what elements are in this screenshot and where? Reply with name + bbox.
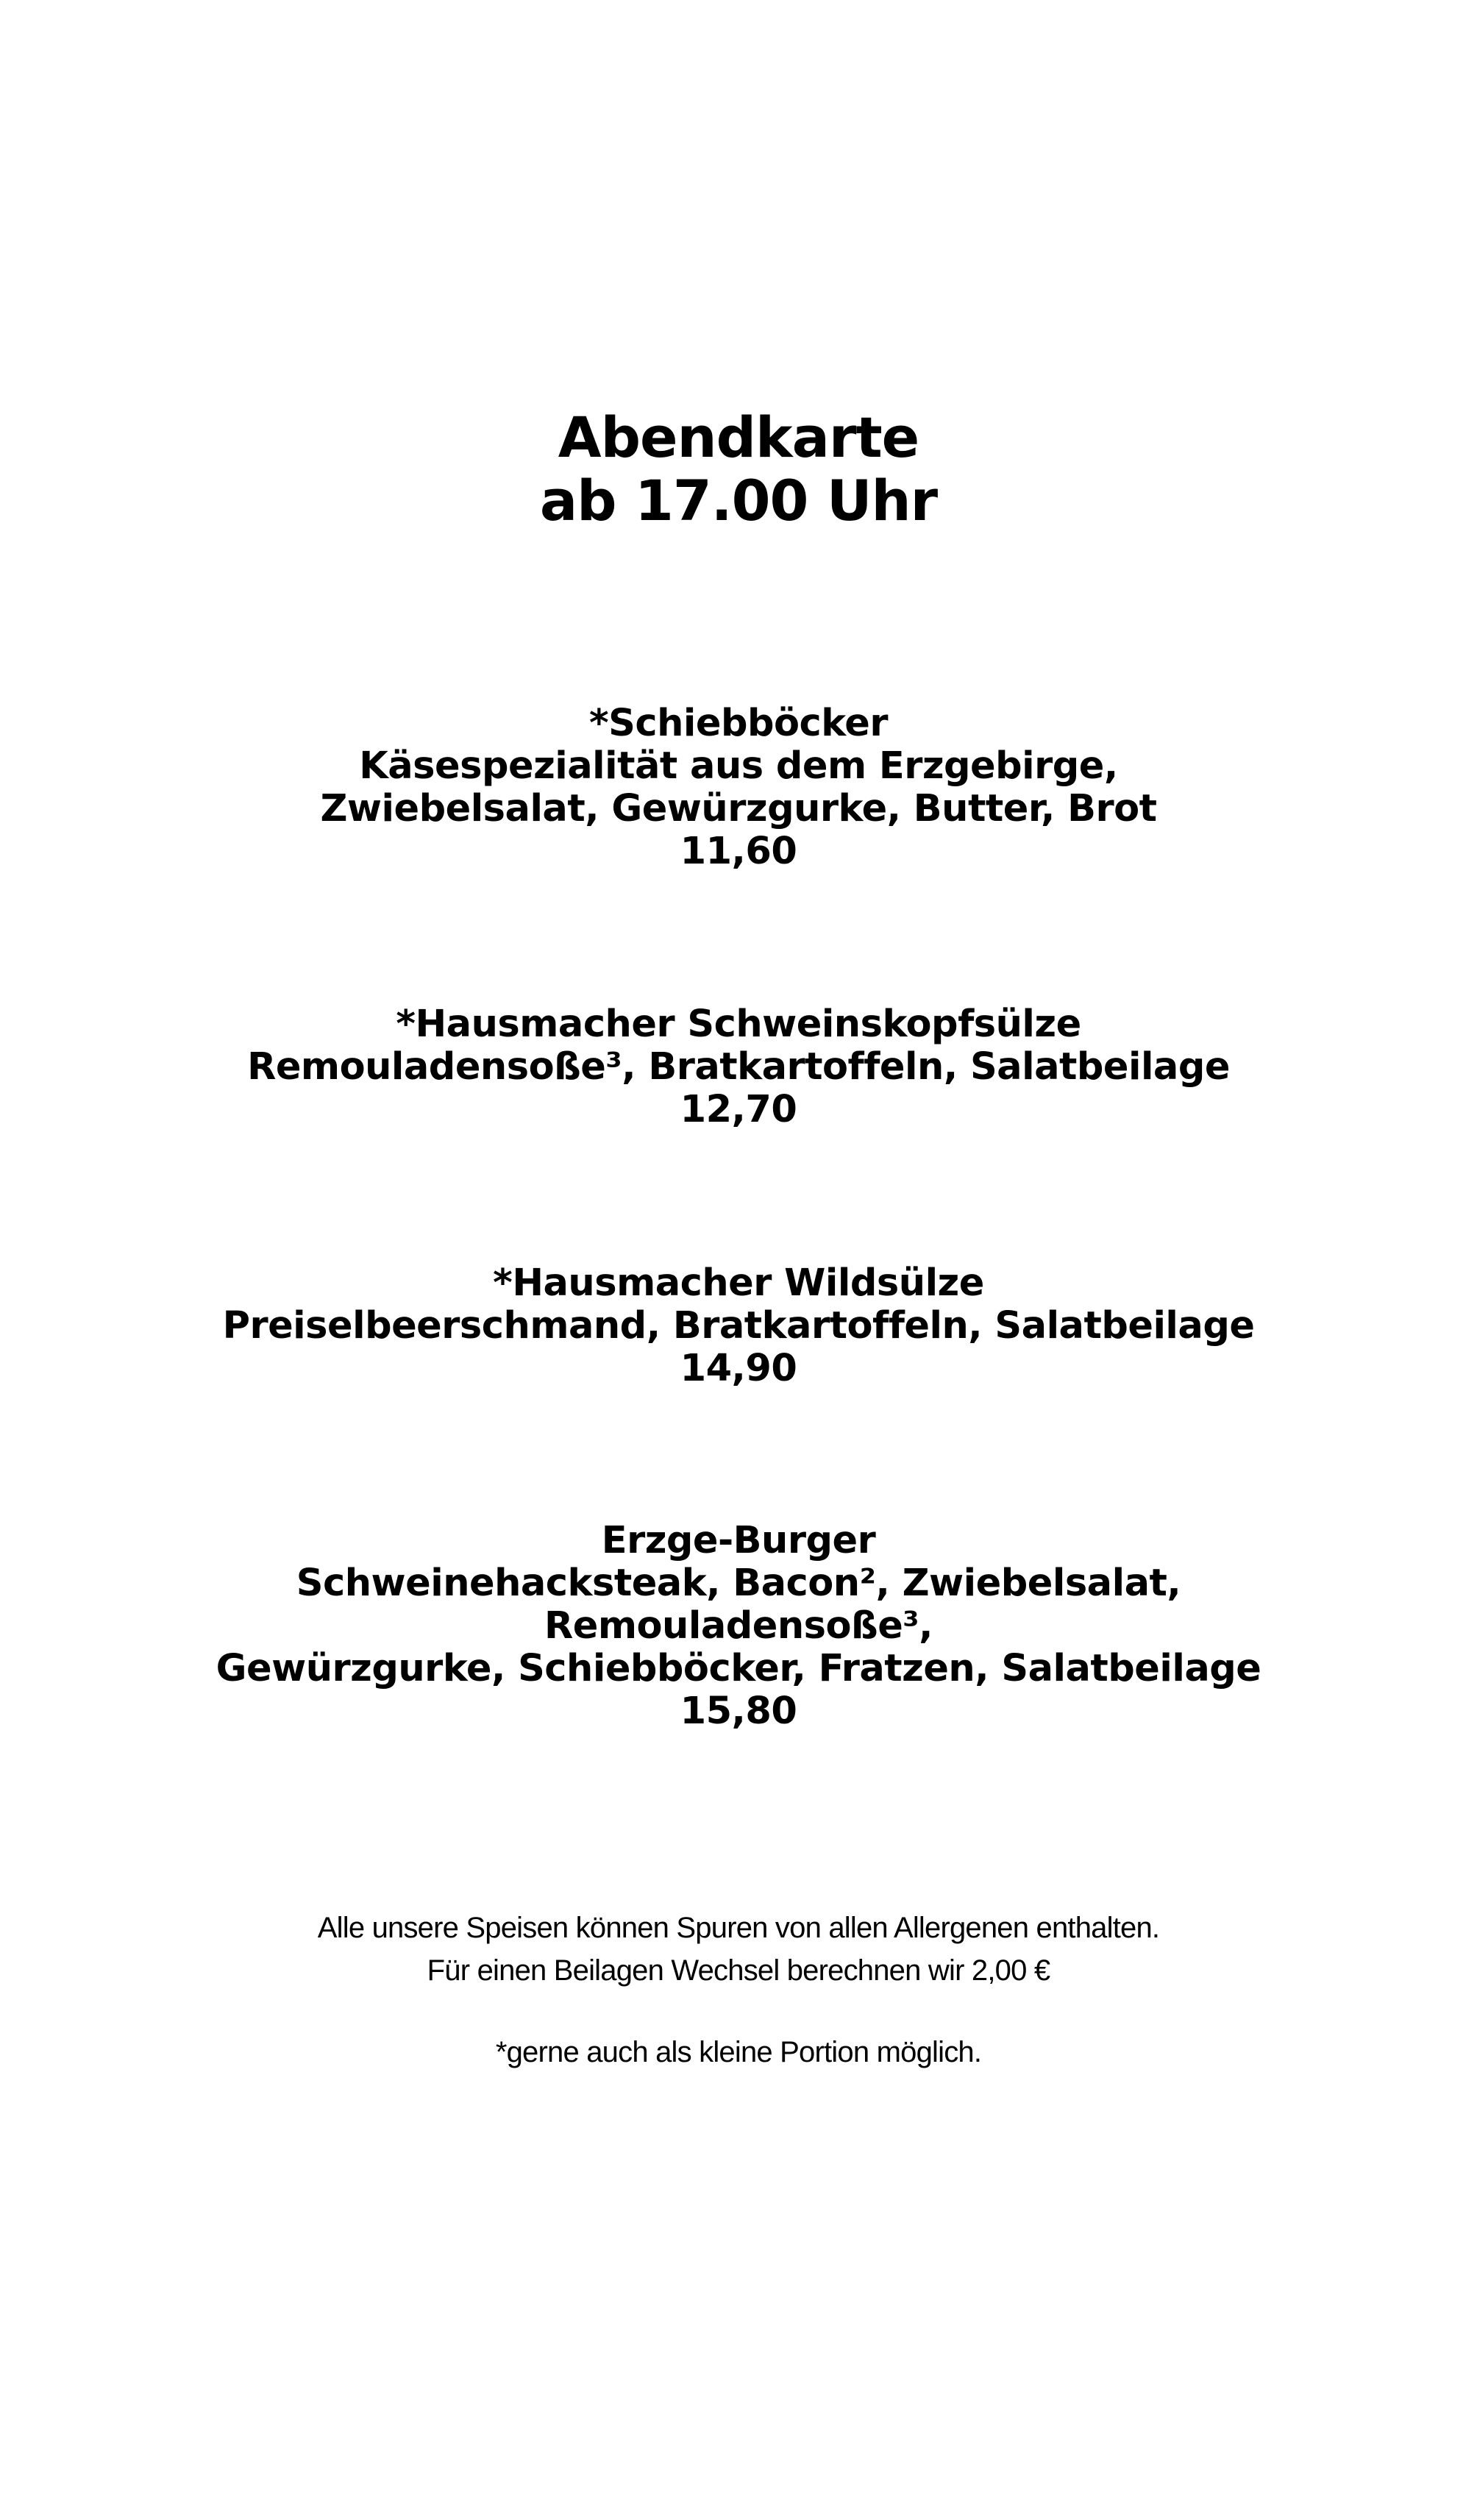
- menu-item-description: Schweinehacksteak, Bacon², Zwiebelsalat,: [296, 1562, 1181, 1605]
- note-spacer: [0, 1992, 1477, 2031]
- page-subtitle: ab 17.00 Uhr: [539, 468, 938, 533]
- menu-item-description: Remouladensoße³,: [544, 1604, 933, 1648]
- menu-item-description: Gewürzgurke, Schiebböcker, Fratzen, Salatbeilage: [216, 1647, 1261, 1690]
- menu-item-price: 11,60: [680, 830, 797, 873]
- menu-item-name: *Schiebböcker: [588, 702, 889, 745]
- menu-item: [0, 1520, 1477, 1733]
- menu-item-description: Remouladensoße³, Bratkartoffeln, Salatbeilage: [247, 1045, 1230, 1089]
- menu-item-price: 15,80: [680, 1690, 797, 1733]
- side-change-note: Für einen Beilagen Wechsel berechnen wir 2,00 €: [427, 1954, 1050, 1987]
- footer-notes: [0, 1907, 1477, 2074]
- allergen-note: Alle unsere Speisen können Spuren von allen Allergenen enthalten.: [317, 1912, 1160, 1944]
- menu-item-name: Erzge-Burger: [601, 1519, 876, 1562]
- menu-item: [0, 1262, 1477, 1390]
- menu-item: [0, 1003, 1477, 1131]
- menu-item-price: 14,90: [680, 1347, 797, 1390]
- portion-note: *gerne auch als kleine Portion möglich.: [495, 2036, 982, 2068]
- page-title: Abendkarte: [558, 405, 919, 470]
- menu-item-name: *Hausmacher Schweinskopfsülze: [396, 1003, 1081, 1046]
- menu-item-description: Zwiebelsalat, Gewürzgurke, Butter, Brot: [320, 787, 1157, 830]
- menu-item-description: Preiselbeerschmand, Bratkartoffeln, Salatbeilage: [222, 1304, 1255, 1348]
- menu-item-description: Käsespezialität aus dem Erzgebirge,: [359, 744, 1118, 788]
- menu-item-price: 12,70: [680, 1088, 797, 1131]
- menu-header: [0, 406, 1477, 533]
- menu-item: [0, 702, 1477, 873]
- menu-item-name: *Hausmacher Wildsülze: [493, 1261, 984, 1305]
